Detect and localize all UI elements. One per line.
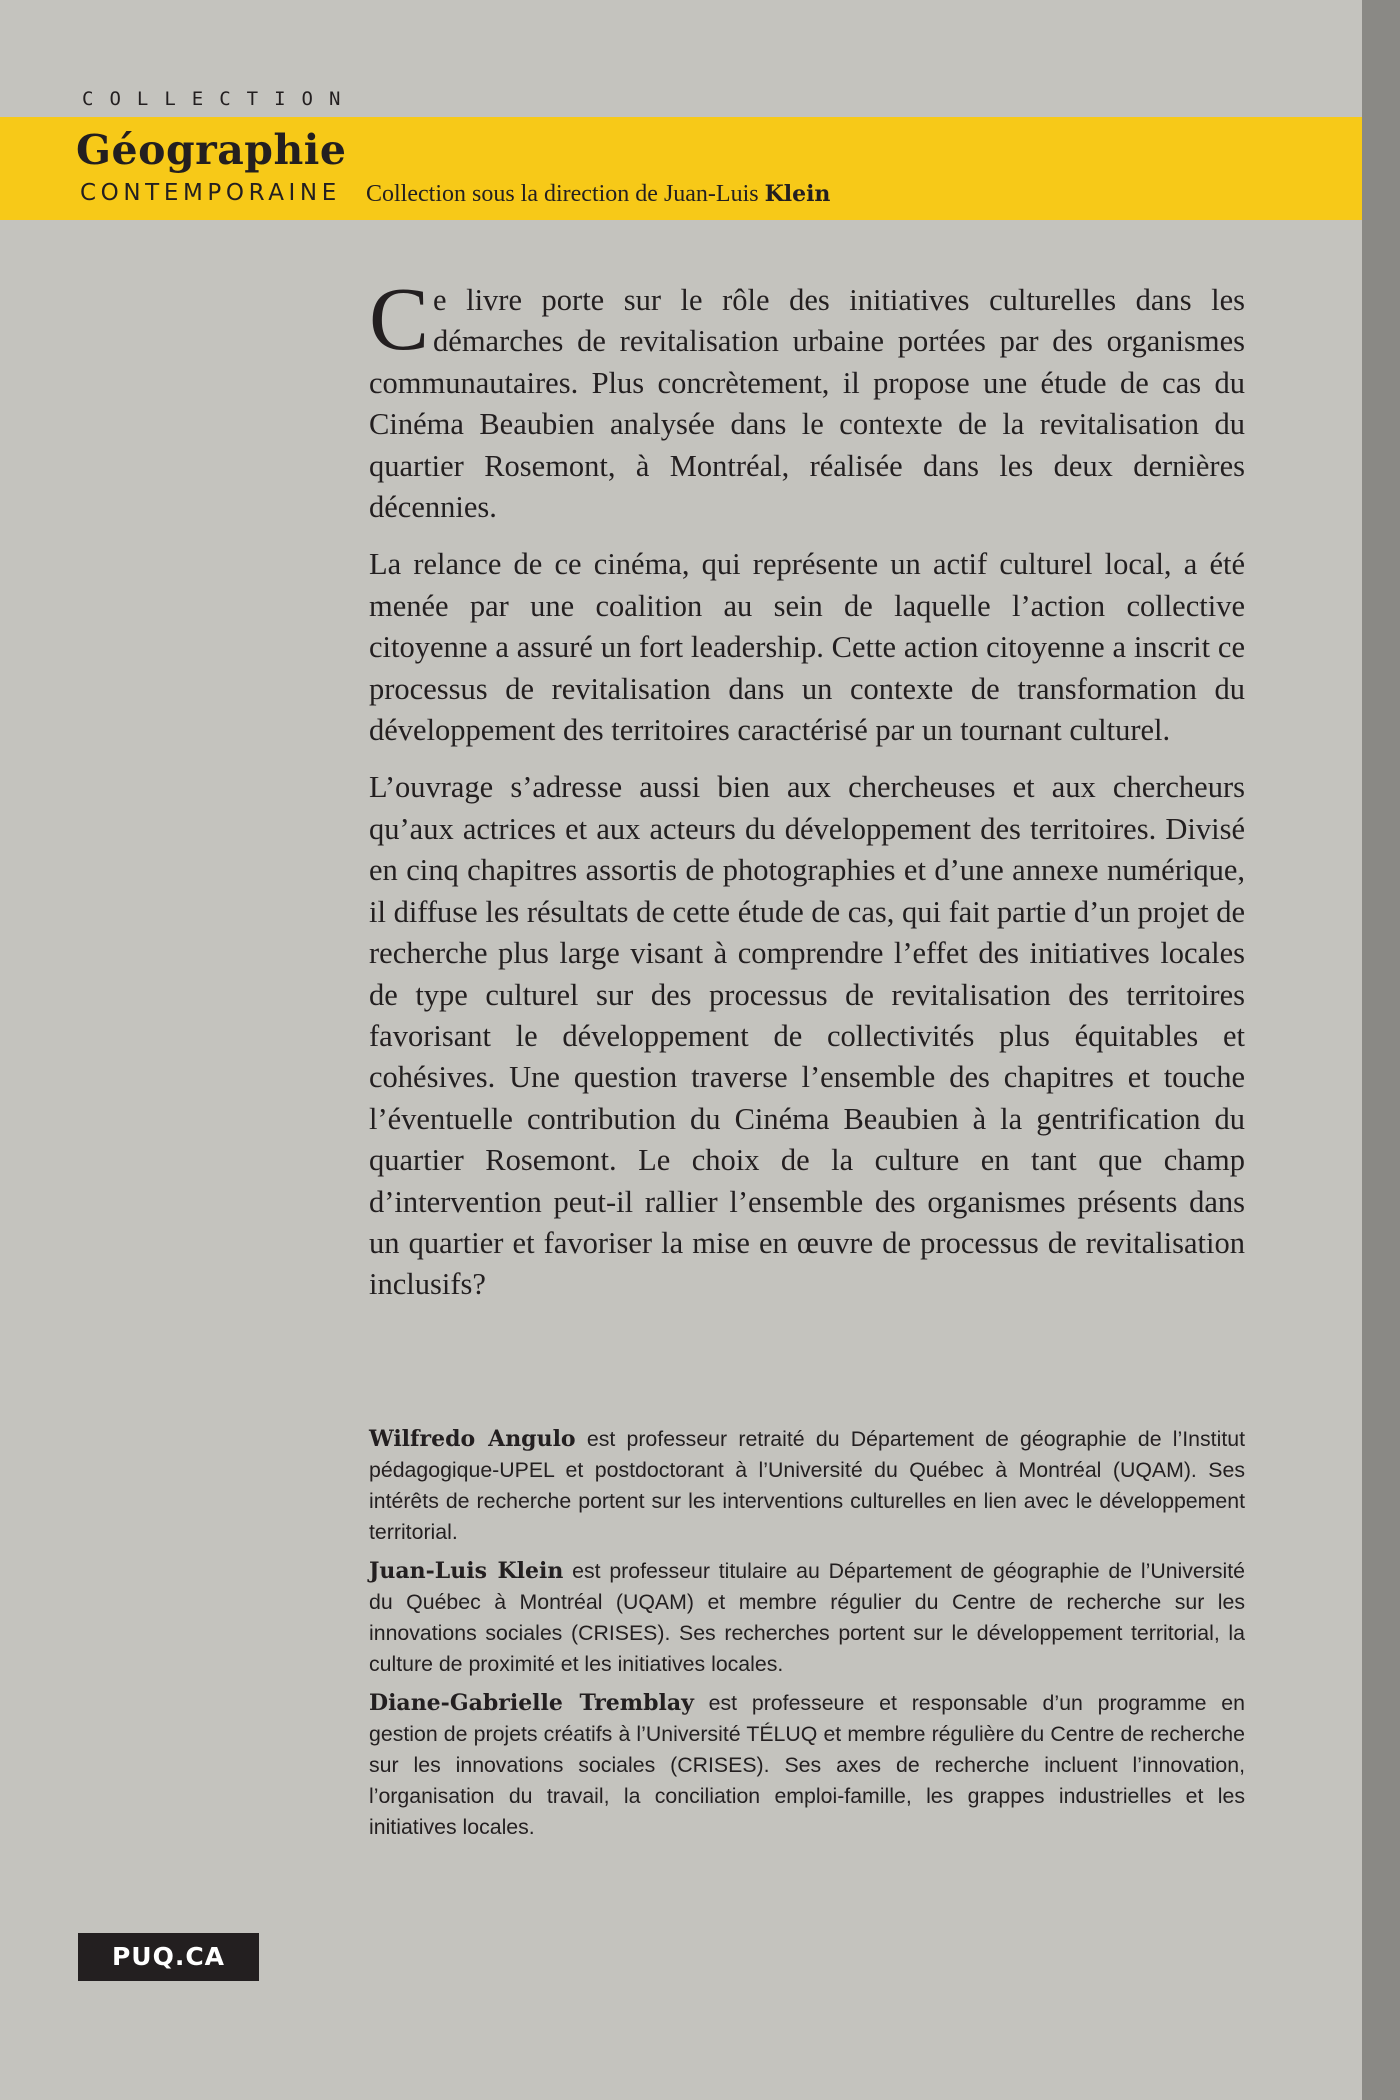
author-name: Diane-Gabrielle Tremblay xyxy=(369,1690,694,1716)
author-bio xyxy=(369,1556,1245,1680)
collection-subtitle: CONTEMPORAINE xyxy=(80,180,341,206)
author-bios xyxy=(369,1424,1245,1851)
author-bio-text: est professeur retraité du Département de géographie de l’Institut pédagogique-UPEL et postdoctorant à l’Université du Québec à Montréal (UQAM). Ses intérêts de recherche portent sur les interventions culturelles en lien avec le développement territorial. xyxy=(369,1427,1245,1544)
summary-paragraph-3: L’ouvrage s’adresse aussi bien aux chercheuses et aux chercheurs qu’aux actrices et aux acteurs du développement des territoires. Divisé en cinq chapitres assortis de photographies et d’une annexe numérique, il diffuse les résultats de cette étude de cas, qui fait partie d’un projet de recherche plus large visant à comprendre l’effet des initiatives locales de type culturel sur des processus de revitalisation des territoires favorisant le développement de collectivités plus équitables et cohésives. Une question traverse l’ensemble des chapitres et touche l’éventuelle contribution du Cinéma Beaubien à la gentrification du quartier Rosemont. Le choix de la culture en tant que champ d’intervention peut-il rallier l’ensemble des organismes présents dans un quartier et favoriser la mise en œuvre de processus de revitalisation inclusifs? xyxy=(369,770,1245,1302)
direction-prefix: Collection sous la direction de Juan-Luis xyxy=(366,181,765,207)
author-bio-text: est professeur titulaire au Département de géographie de l’Université du Québec à Montréal (UQAM) et membre régulier du Centre de recherche sur les innovations sociales (CRISES). Ses recherches portent sur le développement territorial, la culture de proximité et les initiatives locales. xyxy=(369,1559,1246,1676)
author-bio xyxy=(369,1424,1245,1548)
summary-paragraph-1-text: e livre porte sur le rôle des initiatives culturelles dans les démarches de revitalisation urbaine portées par des organismes communautaires. Plus concrètement, il propose une étude de cas du Cinéma Beaubien analysée dans le contexte de la revitalisation du quartier Rosemont, à Montréal, réalisée dans les deux dernières décennies. xyxy=(369,283,1245,525)
book-spine-edge xyxy=(1362,0,1400,2100)
collection-direction xyxy=(366,181,830,208)
summary-paragraph-1 xyxy=(369,270,1245,528)
author-bio xyxy=(369,1688,1245,1843)
author-bio-text: est professeure et responsable d’un programme en gestion de projets créatifs à l’Université TÉLUQ et membre régulière du Centre de recherche sur les innovations sociales (CRISES). Ses axes de recherche incluent l’innovation, l’organisation du travail, la conciliation emploi-famille, les grappes industrielles et les initiatives locales. xyxy=(369,1691,1245,1839)
drop-cap: C xyxy=(369,270,430,369)
author-name: Wilfredo Angulo xyxy=(369,1426,576,1452)
summary-paragraph-2: La relance de ce cinéma, qui représente un actif culturel local, a été menée par une coalition au sein de laquelle l’action collective citoyenne a assuré un fort leadership. Cette action citoyenne a inscrit ce processus de revitalisation dans un contexte de transformation du développement des territoires caractérisé par un tournant culturel. xyxy=(369,547,1245,748)
publisher-url-badge: PUQ.CA xyxy=(78,1933,259,1981)
direction-name: Klein xyxy=(764,181,831,207)
collection-title: Géographie xyxy=(76,126,347,174)
collection-label: COLLECTION xyxy=(82,88,357,110)
author-name: Juan-Luis Klein xyxy=(369,1558,564,1584)
book-summary xyxy=(369,270,1245,1322)
